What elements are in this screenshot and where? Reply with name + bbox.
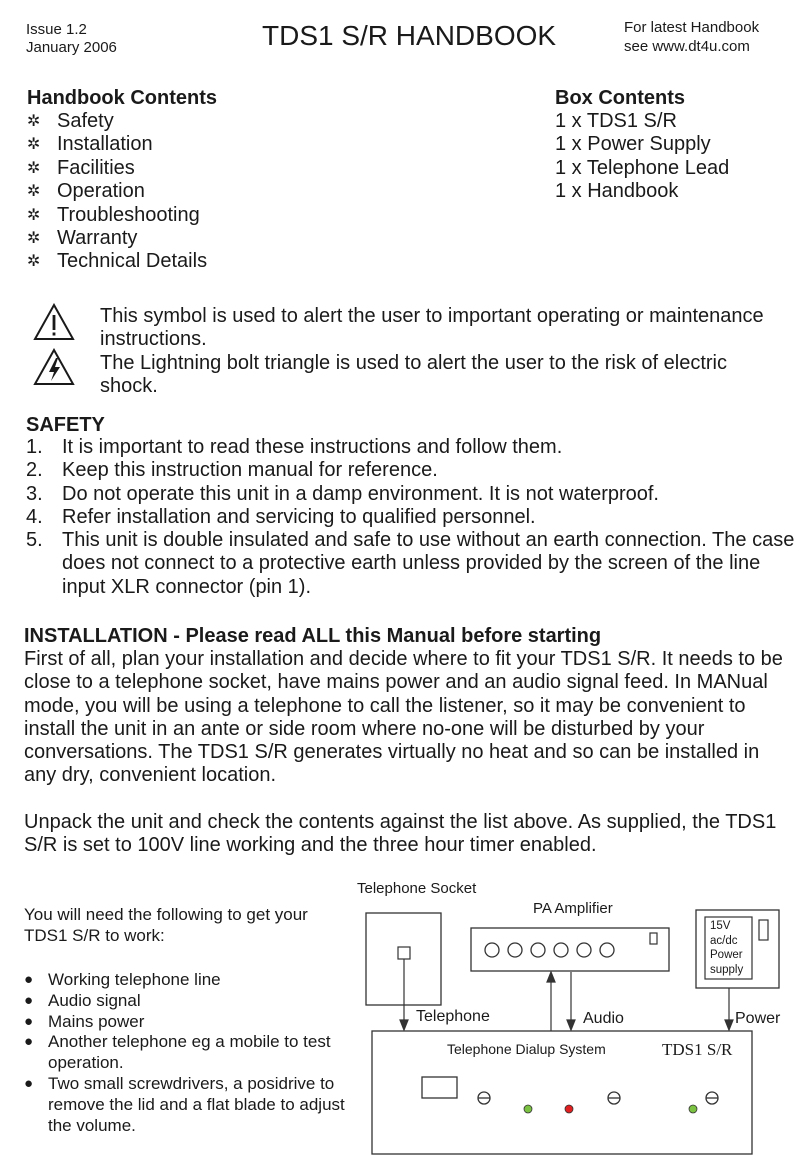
safety-section — [26, 414, 796, 599]
safety-item — [26, 436, 796, 459]
handbook-contents-list — [27, 110, 327, 274]
requirements-intro: You will need the following to get your TDS1 S/R to work: — [24, 905, 308, 945]
box-contents-item: 1 x Handbook — [555, 180, 679, 203]
box-contents-item: 1 x TDS1 S/R — [555, 110, 677, 132]
asterisk-bullet-icon: ✲ — [27, 183, 41, 201]
handbook-contents-heading: Handbook Contents — [27, 87, 217, 109]
psu-label-line4: supply — [710, 963, 744, 976]
issue-date: January 2006 — [26, 39, 117, 56]
issue-number: Issue 1.2 — [26, 21, 87, 38]
asterisk-bullet-icon: ✲ — [27, 159, 41, 177]
box-contents-list — [555, 110, 795, 204]
handbook-contents-item-label: Installation — [57, 133, 153, 156]
warning-symbol-text: This symbol is used to alert the user to important operating or maintenance instructions. — [100, 305, 764, 351]
installation-heading: INSTALLATION - Please read ALL this Manual before starting — [24, 625, 602, 647]
safety-list — [26, 436, 796, 599]
unit-name-label: Telephone Dialup System — [447, 1041, 606, 1057]
handbook-contents — [27, 86, 327, 274]
safety-item-number: 5. — [26, 529, 43, 552]
warning-triangle-icon — [33, 303, 75, 341]
handbook-contents-item-label: Facilities — [57, 156, 135, 179]
safety-item-number: 4. — [26, 505, 43, 528]
requirement-item-text: Another telephone eg a mobile to test operation. — [48, 1032, 331, 1073]
psu-inner — [705, 917, 752, 979]
page-title: TDS1 S/R HANDBOOK — [262, 20, 557, 51]
safety-item-text: Refer installation and servicing to qualified personnel. — [62, 505, 536, 528]
box-contents-heading: Box Contents — [555, 87, 685, 109]
telephone-socket-box — [366, 913, 441, 1005]
handbook-contents-item-label: Warranty — [57, 227, 138, 250]
lightning-symbol-text: The Lightning bolt triangle is used to alert the user to the risk of electric shock. — [100, 351, 728, 397]
telephone-socket-label: Telephone Socket — [357, 880, 477, 897]
installation-section — [24, 625, 794, 857]
led-green-1 — [524, 1105, 532, 1113]
led-green-2 — [689, 1105, 697, 1113]
handbook-contents-item — [27, 250, 327, 273]
amplifier-knobs — [485, 943, 614, 957]
lightning-triangle-icon — [33, 348, 75, 386]
handbook-contents-item — [27, 110, 327, 133]
psu-plug-slot — [759, 920, 768, 940]
pa-amplifier-label: PA Amplifier — [533, 900, 613, 917]
symbol-explanations — [100, 305, 790, 398]
requirement-item — [24, 1012, 354, 1033]
amplifier-switch — [650, 933, 657, 944]
box-contents — [555, 86, 795, 204]
asterisk-bullet-icon: ✲ — [27, 136, 41, 154]
box-contents-item: 1 x Power Supply — [555, 133, 711, 156]
requirement-item-text: Working telephone line — [48, 970, 221, 989]
telephone-label: Telephone — [416, 1008, 490, 1025]
requirement-item — [24, 970, 354, 991]
asterisk-bullet-icon: ✲ — [27, 206, 41, 224]
asterisk-bullet-icon: ✲ — [27, 113, 41, 130]
handbook-contents-item-label: Troubleshooting — [57, 203, 200, 226]
tds1-unit-box — [372, 1031, 752, 1154]
safety-heading: SAFETY — [26, 414, 105, 436]
safety-item-text: It is important to read these instructions and follow them. — [62, 436, 563, 458]
handbook-contents-item — [27, 180, 327, 203]
unit-model-label: TDS1 S/R — [662, 1040, 733, 1059]
safety-item-text: Keep this instruction manual for reference. — [62, 459, 438, 482]
handbook-contents-item — [27, 157, 327, 180]
requirement-item — [24, 1032, 354, 1074]
installation-paragraph-2: Unpack the unit and check the contents against the list above. As supplied, the TDS1 S/R is set to 100V line working and the three hour timer enabled. — [24, 810, 777, 857]
bullet-dot-icon: ● — [24, 1033, 34, 1051]
bullet-dot-icon: ● — [24, 1074, 34, 1092]
safety-item — [26, 459, 796, 482]
safety-item — [26, 506, 796, 529]
socket-jack — [398, 947, 410, 959]
audio-label: Audio — [583, 1010, 624, 1027]
handbook-contents-item — [27, 133, 327, 156]
psu-label-line2: ac/dc — [710, 934, 738, 947]
psu-outer — [696, 910, 779, 988]
safety-item — [26, 529, 796, 599]
handbook-contents-item — [27, 227, 327, 250]
requirement-item — [24, 991, 354, 1012]
requirements-list — [24, 970, 354, 1136]
bullet-dot-icon: ● — [24, 991, 34, 1009]
handbook-contents-item-label: Operation — [57, 180, 145, 203]
handbook-contents-item-label: Technical Details — [57, 250, 208, 273]
safety-item-text: This unit is double insulated and safe to use without an earth connection. The case does not connect to a protective earth unless provided by the screen of the line input XLR connector (pin 1). — [62, 529, 795, 598]
latest-handbook-line1: For latest Handbook — [624, 19, 760, 36]
latest-handbook-line2: see www.dt4u.com — [624, 38, 750, 55]
psu-label-line3: Power — [710, 949, 743, 961]
safety-item-number: 3. — [26, 482, 43, 505]
requirement-item — [24, 1074, 354, 1136]
led-red — [565, 1105, 573, 1113]
safety-item-number: 2. — [26, 459, 43, 482]
psu-label — [710, 919, 743, 977]
asterisk-bullet-icon: ✲ — [27, 230, 41, 248]
power-label: Power — [735, 1010, 781, 1027]
handbook-contents-item — [27, 204, 327, 227]
installation-paragraph-1: First of all, plan your installation and decide where to fit your TDS1 S/R. It needs to be close to a telephone socket, have mains power and an audio signal feed. In MANual mode, you will be using a telephone to call the listener, so it may be convenient to install the unit in an ante or side room where no-one will be disturbed by your conversations. The TDS1 S/R generates virtually no heat and so can be installed in any dry, convenient location. — [24, 648, 783, 787]
handbook-contents-item-label: Safety — [57, 110, 114, 132]
psu-label-line1: 15V — [710, 920, 731, 932]
box-contents-item: 1 x Telephone Lead — [555, 156, 730, 179]
requirement-item-text: Audio signal — [48, 990, 141, 1010]
requirement-item-text: Mains power — [48, 1011, 145, 1031]
unit-socket — [422, 1077, 457, 1098]
asterisk-bullet-icon: ✲ — [27, 253, 41, 271]
bullet-dot-icon: ● — [24, 1012, 34, 1030]
requirement-item-text: Two small screwdrivers, a posidrive to remove the lid and a flat blade to adjust the volume. — [48, 1073, 345, 1135]
unit-screws — [478, 1092, 718, 1104]
bullet-dot-icon: ● — [24, 971, 34, 988]
pa-amplifier-box — [471, 928, 669, 971]
requirements — [24, 970, 354, 1136]
safety-item-number: 1. — [26, 436, 43, 458]
safety-item-text: Do not operate this unit in a damp environment. It is not waterproof. — [62, 482, 659, 505]
safety-item — [26, 483, 796, 506]
